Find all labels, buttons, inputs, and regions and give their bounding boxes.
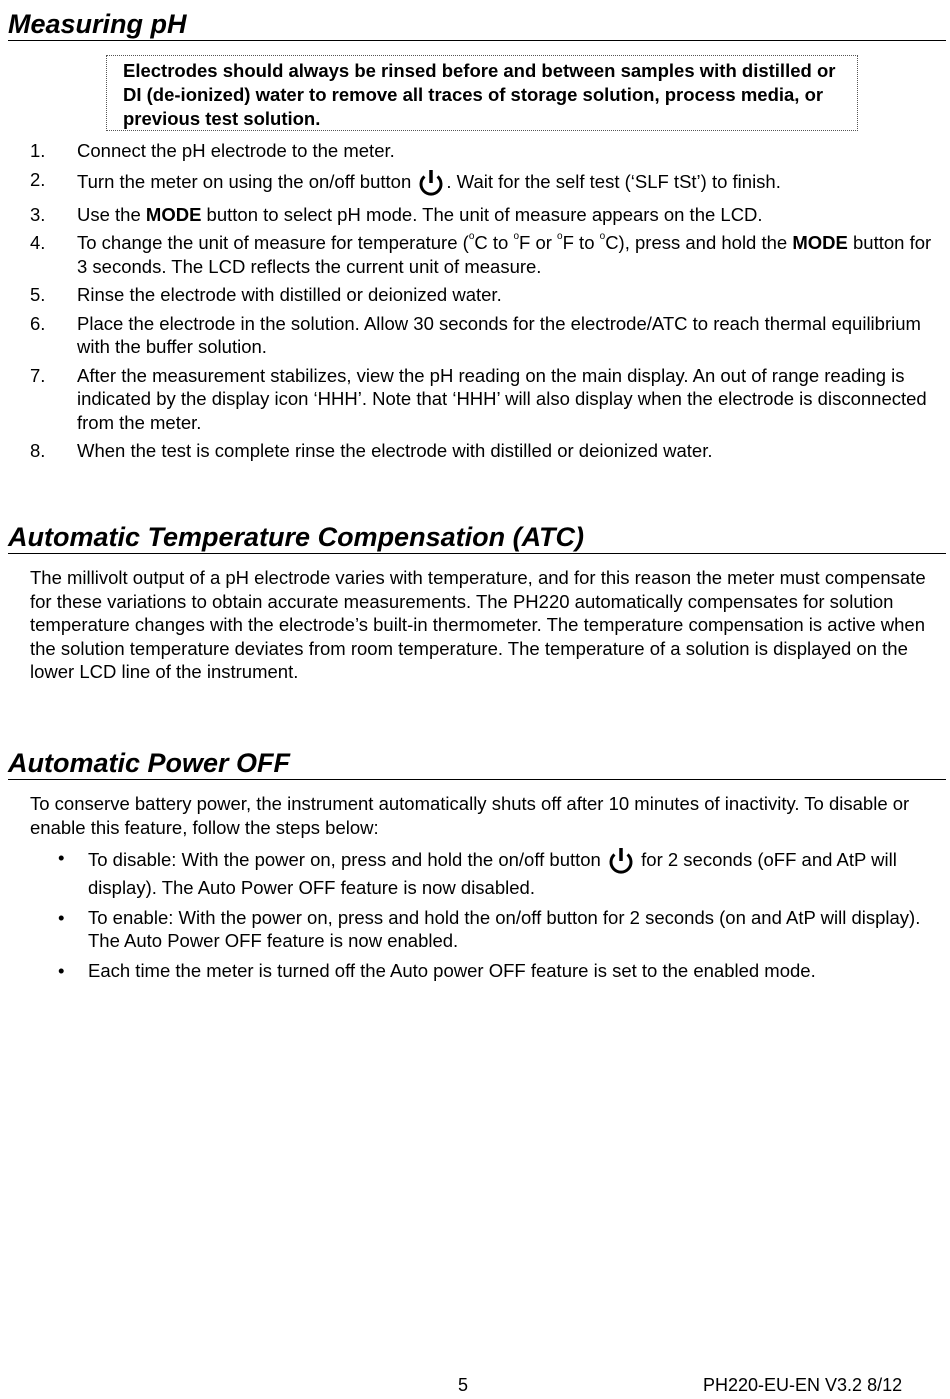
step-7	[0, 364, 950, 435]
bullet-dot: •	[58, 959, 65, 981]
step-number: 5.	[30, 284, 46, 305]
power-off-bullets	[0, 846, 950, 988]
step-text	[77, 168, 944, 198]
bullet-dot: •	[58, 906, 65, 928]
power-icon	[606, 846, 636, 876]
step-text	[77, 231, 944, 278]
step-text-part: C), press and hold the	[605, 232, 793, 253]
page-number: 5	[458, 1375, 469, 1395]
step-number: 3.	[30, 203, 46, 225]
mode-keyword: MODE	[145, 203, 202, 225]
mode-keyword: MODE	[792, 232, 848, 253]
step-text-part: button for 3 seconds. The LCD reflects the current unit of measure.	[77, 232, 932, 277]
measuring-steps	[0, 139, 950, 468]
step-5	[0, 283, 950, 307]
bullet-enable	[0, 906, 950, 953]
step-6	[0, 312, 950, 359]
step-text-part: Use the	[77, 203, 146, 225]
bullet-text-part: To disable: With the power on, press and hold the on/off button	[88, 848, 601, 870]
step-text-part: . Wait for the self test (‘SLF tSt’) to finish.	[446, 170, 781, 192]
atc-paragraph: The millivolt output of a pH electrode varies with temperature, and for this reason the meter must compensate for these variations to obtain accurate measurements. The PH220 automatically compensates for solution temperature changes with the electrode’s built-in thermometer. The temperature compensation is active when the solution temperature deviates from room temperature. The temperature of a solution is displayed on the lower LCD line of the instrument.	[30, 567, 926, 682]
step-number: 7.	[30, 364, 46, 386]
step-text: After the measurement stabilizes, view the pH reading on the main display. An out of range reading is indicated by the display icon ‘HHH’. Note that ‘HHH’ will also display when the electrode is disconnected from the meter.	[77, 364, 927, 433]
power-icon	[416, 168, 446, 198]
step-text: Place the electrode in the solution. Allow 30 seconds for the electrode/ATC to reach thermal equilibrium with the buffer solution.	[77, 312, 921, 357]
step-text-part: button to select pH mode. The unit of measure appears on the LCD.	[201, 203, 763, 225]
degree-symbol: o	[557, 231, 563, 242]
degree-symbol: o	[599, 231, 606, 242]
step-number: 6.	[30, 312, 46, 334]
bullet-text: Each time the meter is turned off the Auto power OFF feature is set to the enabled mode.	[88, 959, 816, 981]
step-text: When the test is complete rinse the electrode with distilled or deionized water.	[77, 440, 713, 461]
rinse-note: Electrodes should always be rinsed before and between samples with distilled or DI (de-ionized) water to remove all traces of storage solution, process media, or previous test solution.	[106, 55, 858, 131]
step-text-part: Turn the meter on using the on/off button	[77, 170, 412, 192]
step-text-part: C to	[474, 232, 514, 253]
degree-symbol: o	[468, 231, 475, 242]
step-number: 8.	[30, 440, 46, 461]
step-number: 2.	[30, 168, 46, 190]
bullet-text: To enable: With the power on, press and hold the on/off button for 2 seconds (on and AtP will display). The Auto Power OFF feature is now enabled.	[88, 906, 921, 951]
step-2	[0, 168, 950, 198]
step-3	[0, 203, 950, 227]
step-text	[77, 203, 944, 227]
step-4	[0, 231, 950, 278]
bullet-dot: •	[58, 847, 65, 868]
bullet-disable	[0, 846, 950, 900]
step-text-part: F to	[562, 232, 600, 253]
step-number: 4.	[30, 232, 46, 253]
step-number: 1.	[30, 140, 46, 161]
step-8	[0, 439, 950, 463]
step-text: Rinse the electrode with distilled or deionized water.	[77, 284, 502, 305]
bullet-text-part: for 2 seconds (oFF and AtP will display). The Auto Power OFF feature is now disabled.	[88, 848, 897, 898]
step-text-part: To change the unit of measure for temperature (	[77, 232, 469, 253]
step-text: Connect the pH electrode to the meter.	[77, 140, 395, 161]
step-text-part: F or	[519, 232, 558, 253]
step-1	[0, 139, 950, 163]
bullet-text	[88, 846, 940, 900]
bullet-default	[0, 959, 950, 983]
power-off-paragraph: To conserve battery power, the instrument automatically shuts off after 10 minutes of inactivity. To disable or enable this feature, follow the steps below:	[30, 793, 910, 838]
document-id: PH220-EU-EN V3.2 8/12	[703, 1375, 903, 1395]
section-title-power-off: Automatic Power OFF	[8, 747, 946, 780]
section-title-atc: Automatic Temperature Compensation (ATC)	[8, 521, 946, 554]
degree-symbol: o	[513, 231, 520, 242]
section-title-measuring: Measuring pH	[8, 8, 946, 41]
